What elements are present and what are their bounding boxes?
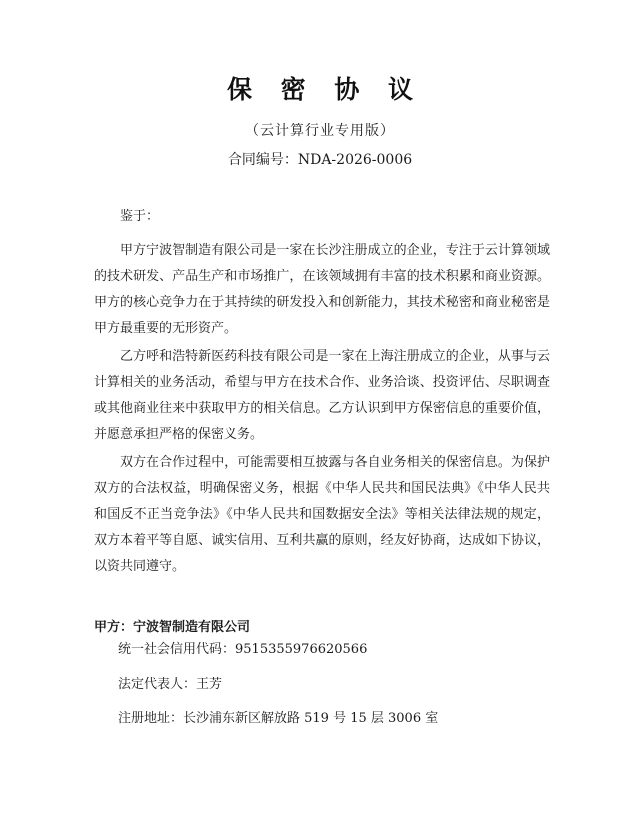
- document-subtitle: （云计算行业专用版）: [245, 123, 395, 139]
- party-a-address: 注册地址：长沙浦东新区解放路 519 号 15 层 3006 室: [118, 711, 439, 726]
- document-title: 保 密 协 议: [226, 75, 424, 104]
- contract-number: 合同编号：NDA-2026-0006: [227, 152, 413, 168]
- paragraph-purpose: 双方在合作过程中，可能需要相互披露与各自业务相关的保密信息。为保护双方的合法权益，明确保密义务，根据《中华人民共和国民法典》《中华人民共和国反不正当竞争法》《中华人民共和国数据安全法》等相关法律法规的规定，双方本着平等自愿、诚实信用、互利共赢的原则，经友好协商，达成如下协议，以资共同遵守。: [94, 455, 550, 574]
- whereas-heading: 鉴于：: [120, 209, 160, 224]
- party-a-credit-code: 统一社会信用代码：9515355976620566: [118, 642, 368, 657]
- paragraph-party-a-intro: 甲方宁波智制造有限公司是一家在长沙注册成立的企业，专注于云计算领域的技术研发、产品生产和市场推广，在该领域拥有丰富的技术积累和商业资源。甲方的核心竞争力在于其持续的研发投入和创新能力，其技术秘密和商业秘密是甲方最重要的无形资产。: [94, 243, 550, 336]
- paragraph-party-b-intro: 乙方呼和浩特新医药科技有限公司是一家在上海注册成立的企业，从事与云计算相关的业务活动，希望与甲方在技术合作、业务洽谈、投资评估、尽职调查或其他商业往来中获取甲方的相关信息。乙方认识到甲方保密信息的重要价值，并愿意承担严格的保密义务。: [94, 349, 550, 442]
- party-a-legal-representative: 法定代表人：王芳: [118, 677, 223, 692]
- party-a-heading: 甲方：宁波智制造有限公司: [94, 620, 251, 635]
